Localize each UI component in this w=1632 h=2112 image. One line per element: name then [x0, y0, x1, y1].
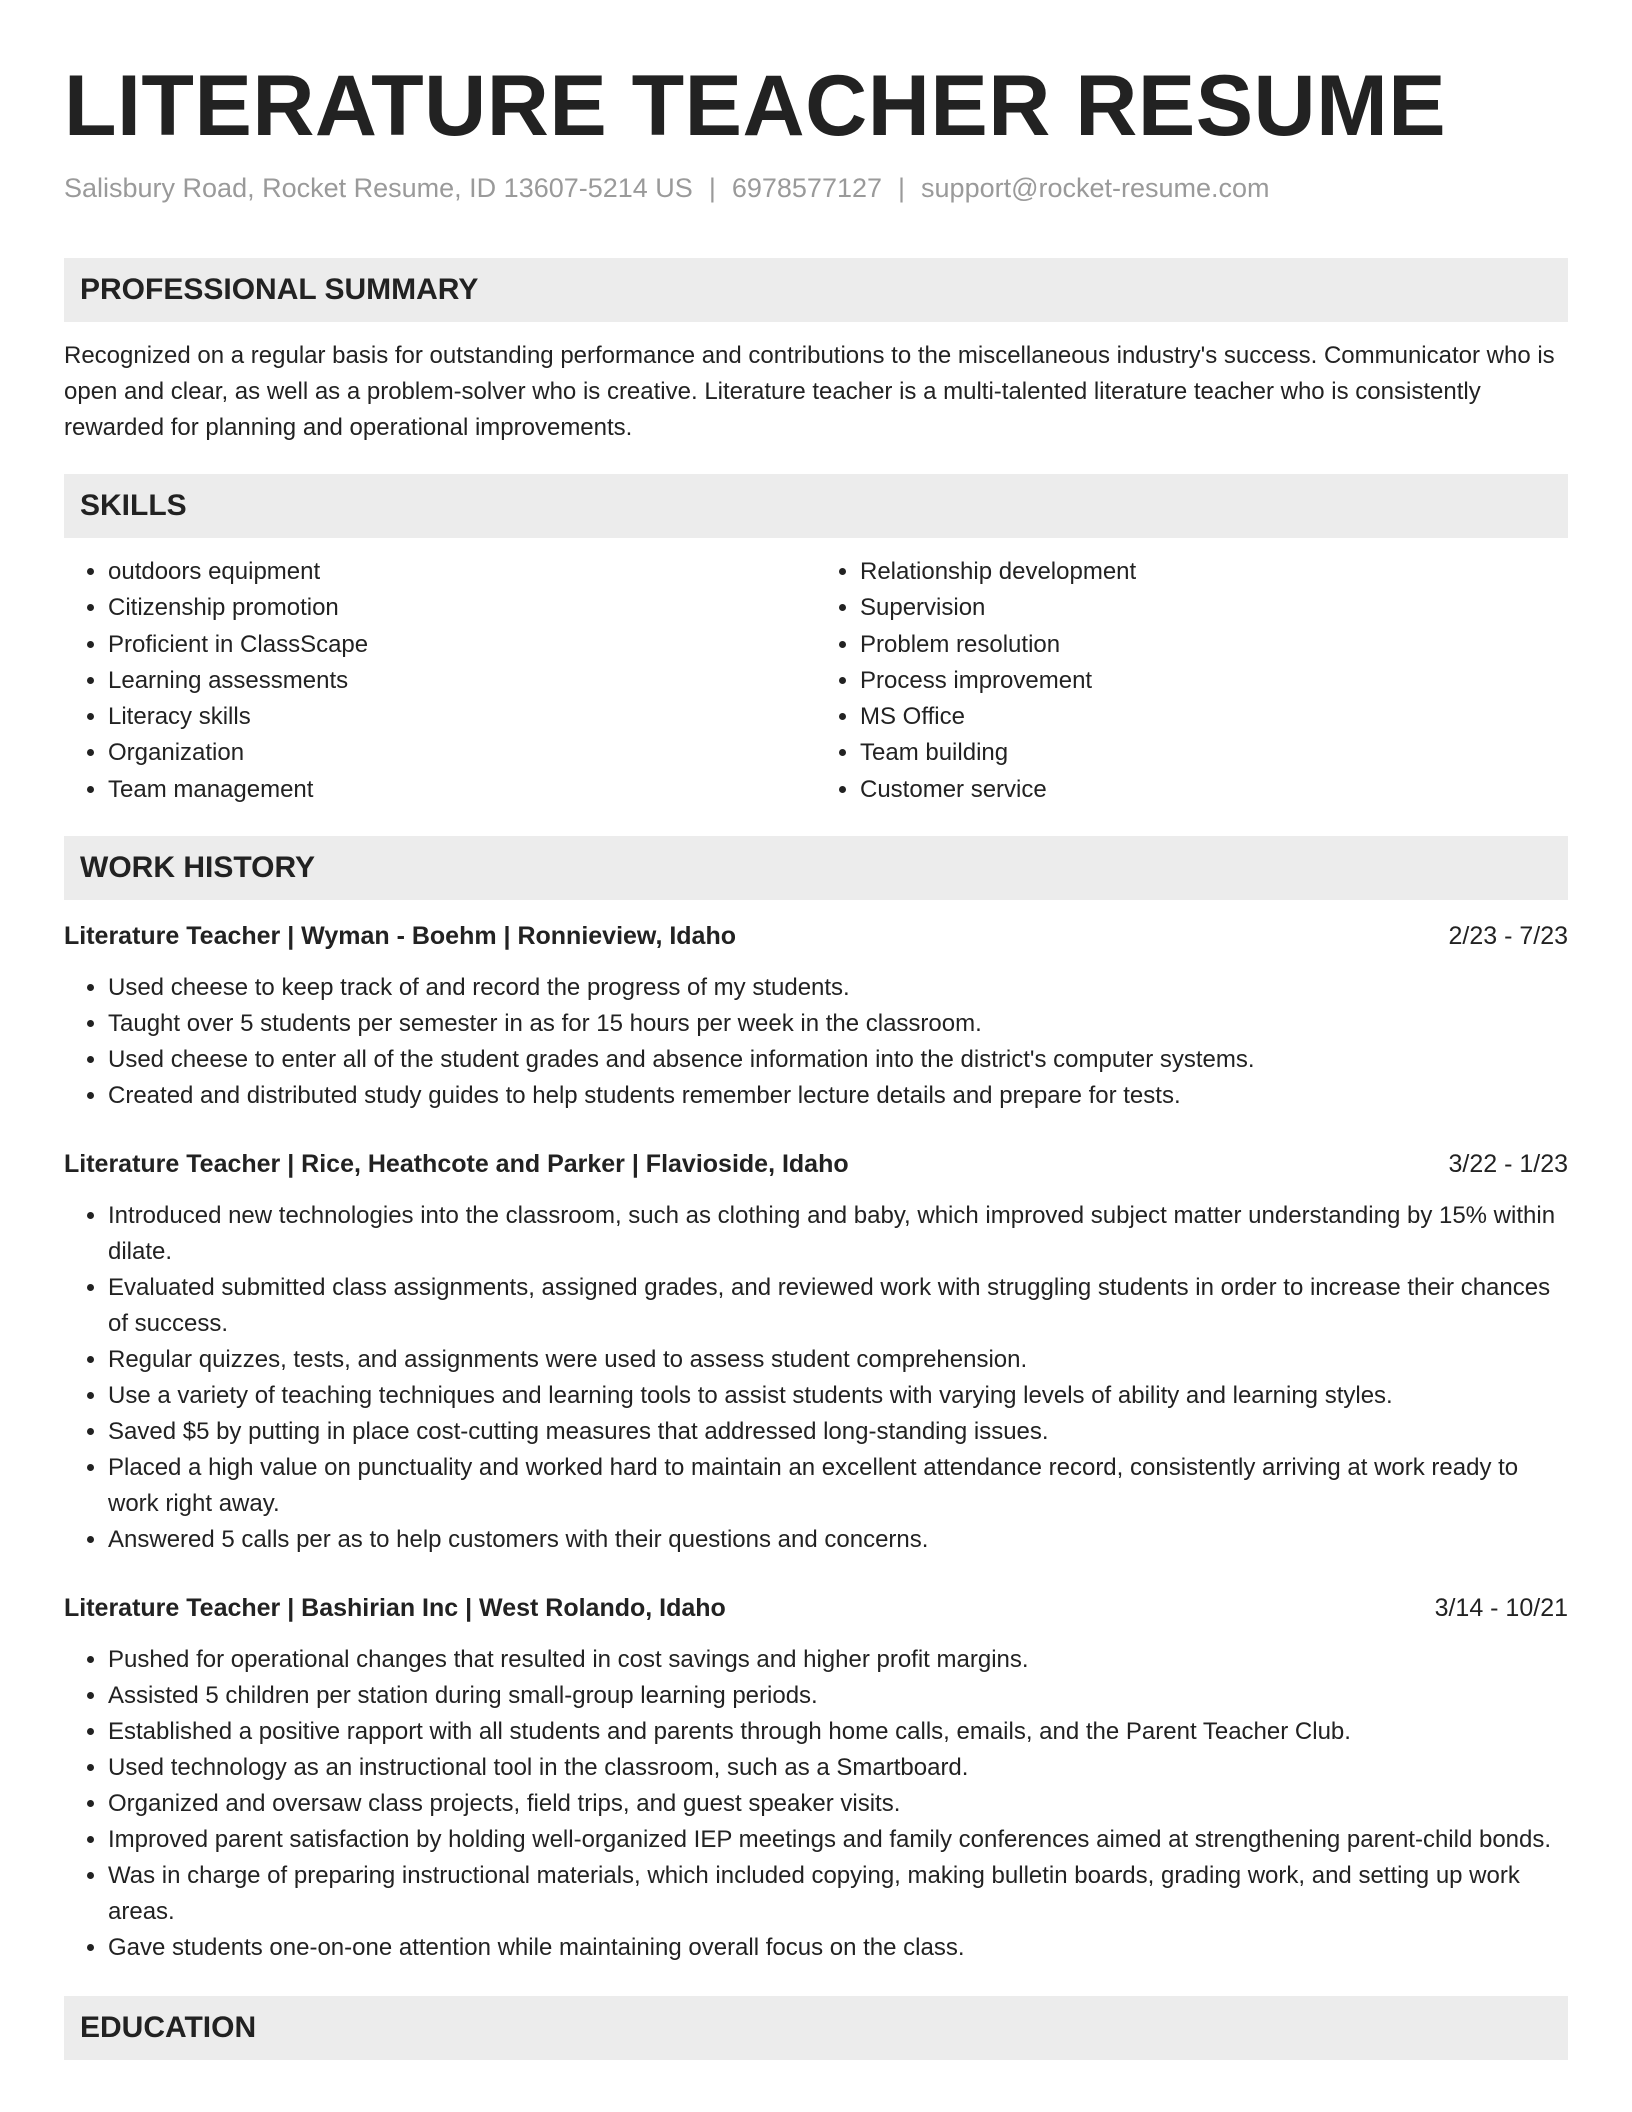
job-bullet: • Evaluated submitted class assignments, assigned grades, and reviewed work with struggling students in order to increase their chances of success.	[108, 1270, 1568, 1342]
job-bullet: • Improved parent satisfaction by holding well-organized IEP meetings and family conferences aimed at strengthening parent-child bonds.	[108, 1822, 1568, 1858]
resume-title: LITERATURE TEACHER RESUME	[64, 58, 1447, 154]
job-bullet: • Used cheese to enter all of the student grades and absence information into the district's computer systems.	[108, 1042, 1568, 1078]
skills-column-left	[64, 554, 816, 808]
job-entry	[64, 918, 1568, 1114]
job-bullet: • Answered 5 calls per as to help customers with their questions and concerns.	[108, 1522, 1568, 1558]
job-bullet: • Gave students one-on-one attention while maintaining overall focus on the class.	[108, 1930, 1568, 1966]
skills-column-right	[816, 554, 1568, 808]
job-header	[64, 918, 1568, 954]
job-bullet: • Established a positive rapport with all students and parents through home calls, emails, and the Parent Teacher Club.	[108, 1714, 1568, 1750]
skill-item: • Customer service	[860, 772, 1568, 808]
job-bullet: • Used technology as an instructional tool in the classroom, such as a Smartboard.	[108, 1750, 1568, 1786]
job-dates: 3/22 - 1/23	[1448, 1150, 1568, 1179]
job-bullets	[64, 970, 1568, 1114]
section-header-skills: SKILLS	[64, 474, 1568, 538]
skill-item: • Team building	[860, 735, 1568, 771]
contact-separator: |	[898, 173, 906, 203]
skill-item: • Literacy skills	[108, 699, 816, 735]
job-header	[64, 1590, 1568, 1626]
section-header-work-history: WORK HISTORY	[64, 836, 1568, 900]
job-bullet: • Was in charge of preparing instructional materials, which included copying, making bulletin boards, grading work, and setting up work areas.	[108, 1858, 1568, 1930]
job-bullets	[64, 1198, 1568, 1558]
job-bullets	[64, 1642, 1568, 1966]
job-bullet: • Pushed for operational changes that resulted in cost savings and higher profit margins.	[108, 1642, 1568, 1678]
job-entry	[64, 1590, 1568, 1966]
contact-email: support@rocket-resume.com	[921, 173, 1270, 203]
contact-phone: 6978577127	[731, 173, 883, 203]
skill-item: • Relationship development	[860, 554, 1568, 590]
job-bullet: • Taught over 5 students per semester in as for 15 hours per week in the classroom.	[108, 1006, 1568, 1042]
skill-item: • Process improvement	[860, 663, 1568, 699]
skill-item: • Organization	[108, 735, 816, 771]
skill-item: • Proficient in ClassScape	[108, 627, 816, 663]
job-title: Literature Teacher | Bashirian Inc | West Rolando, Idaho	[64, 1594, 726, 1623]
skill-item: • Team management	[108, 772, 816, 808]
skill-item: • Learning assessments	[108, 663, 816, 699]
job-title: Literature Teacher | Rice, Heathcote and Parker | Flavioside, Idaho	[64, 1150, 849, 1179]
job-bullet: • Assisted 5 children per station during small-group learning periods.	[108, 1678, 1568, 1714]
summary-text: Recognized on a regular basis for outstanding performance and contributions to the miscellaneous industry's success. Communicator who is open and clear, as well as a problem-solver who is creative. Literature teacher is a multi-talented literature teacher who is consistently rewarded for planning and operational improvements.	[64, 342, 1555, 441]
job-entry	[64, 1146, 1568, 1558]
skill-item: • MS Office	[860, 699, 1568, 735]
job-bullet: • Created and distributed study guides to help students remember lecture details and prepare for tests.	[108, 1078, 1568, 1114]
job-dates: 3/14 - 10/21	[1434, 1594, 1568, 1623]
skills-list	[64, 554, 1568, 808]
contact-address: Salisbury Road, Rocket Resume, ID 13607-5214 US	[64, 173, 693, 203]
contact-line	[64, 170, 1568, 206]
job-bullet: • Regular quizzes, tests, and assignments were used to assess student comprehension.	[108, 1342, 1568, 1378]
skill-item: • Supervision	[860, 590, 1568, 626]
contact-separator: |	[708, 173, 716, 203]
section-header-education: EDUCATION	[64, 1996, 1568, 2060]
job-title: Literature Teacher | Wyman - Boehm | Ronnieview, Idaho	[64, 922, 736, 951]
job-bullet: • Used cheese to keep track of and record the progress of my students.	[108, 970, 1568, 1006]
section-header-summary: PROFESSIONAL SUMMARY	[64, 258, 1568, 322]
job-bullet: • Placed a high value on punctuality and worked hard to maintain an excellent attendance record, consistently arriving at work ready to work right away.	[108, 1450, 1568, 1522]
skill-item: • Citizenship promotion	[108, 590, 816, 626]
job-bullet: • Saved $5 by putting in place cost-cutting measures that addressed long-standing issues.	[108, 1414, 1568, 1450]
skill-item: • outdoors equipment	[108, 554, 816, 590]
job-bullet: • Use a variety of teaching techniques and learning tools to assist students with varying levels of ability and learning styles.	[108, 1378, 1568, 1414]
job-bullet: • Introduced new technologies into the classroom, such as clothing and baby, which improved subject matter understanding by 15% within dilate.	[108, 1198, 1568, 1270]
job-bullet: • Organized and oversaw class projects, field trips, and guest speaker visits.	[108, 1786, 1568, 1822]
skill-item: • Problem resolution	[860, 627, 1568, 663]
job-dates: 2/23 - 7/23	[1448, 922, 1568, 951]
job-header	[64, 1146, 1568, 1182]
